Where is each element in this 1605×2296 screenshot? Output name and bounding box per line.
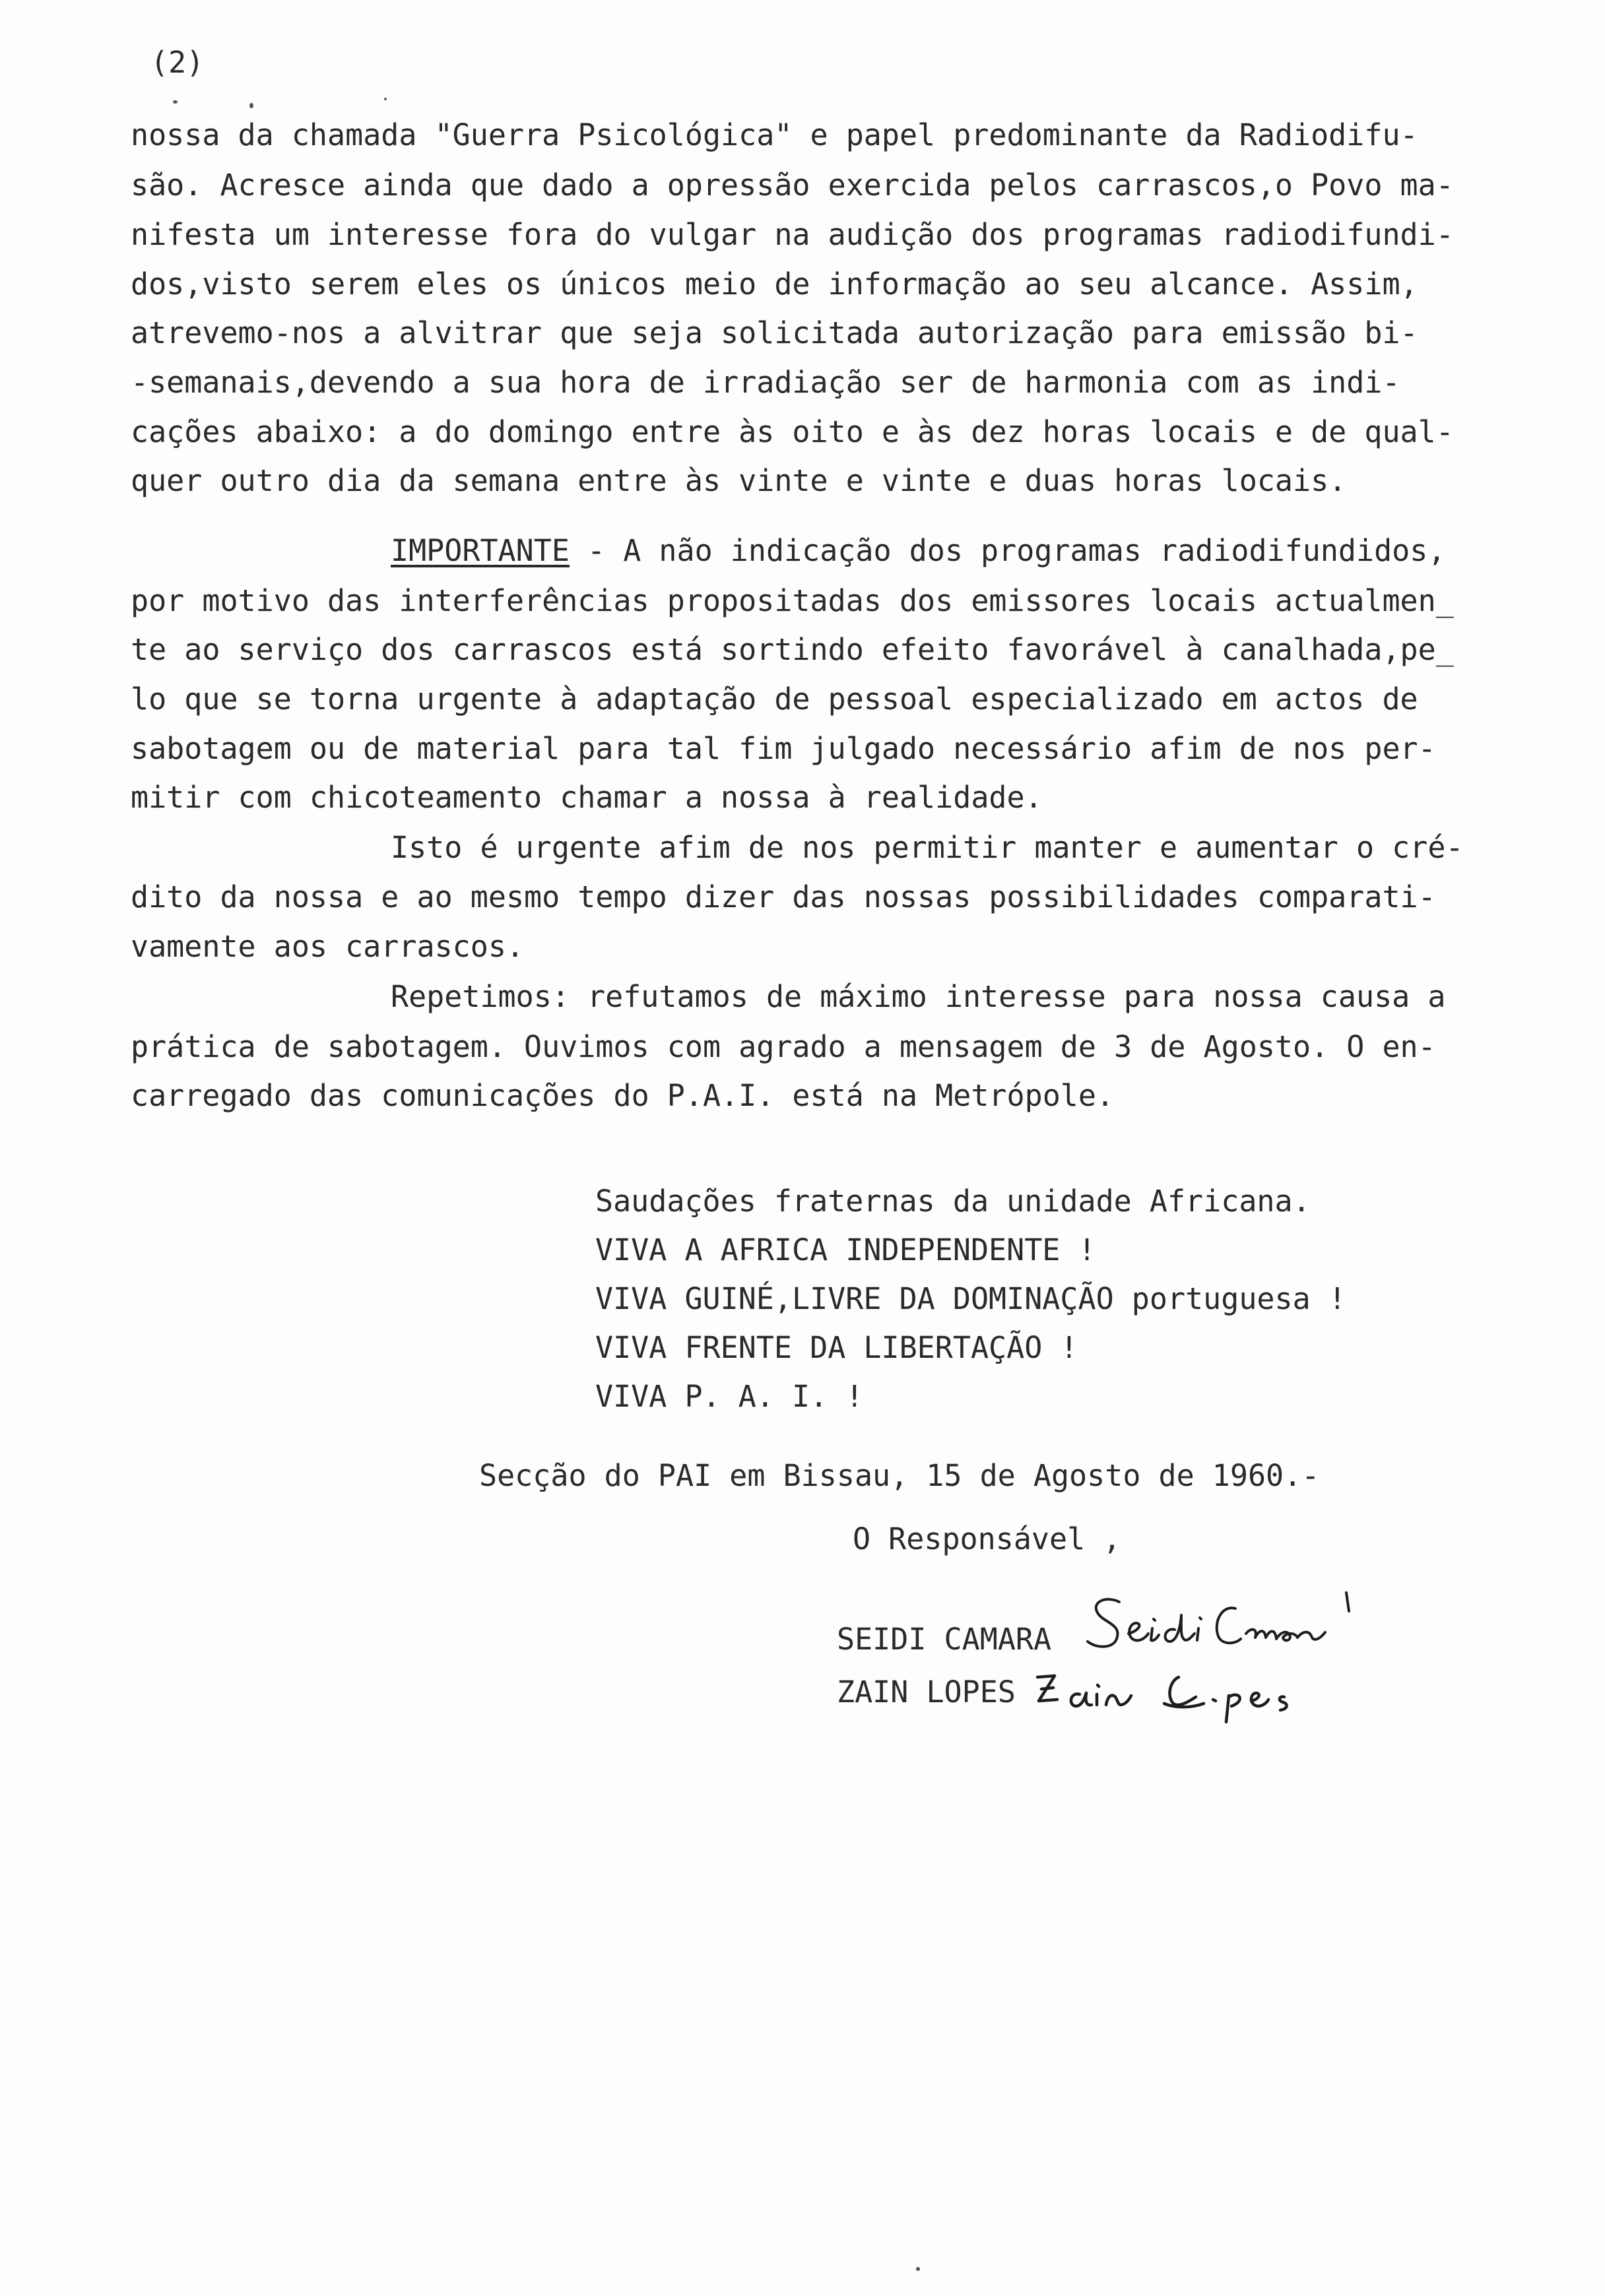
important-line-1: por motivo das interferências propositadas dos emissores locais actualmen_ (131, 583, 1454, 618)
signatory-name-1: SEIDI CAMARA (837, 1622, 1052, 1657)
scan-speck (916, 2267, 920, 2271)
urgent-line-3: vamente aos carrascos. (131, 929, 525, 964)
important-first-line (391, 533, 1446, 568)
body-line-5: atrevemo-nos a alvitrar que seja solicitada autorização para emissão bi- (131, 315, 1418, 350)
scan-speck (384, 98, 387, 100)
repeat-line-3: carregado das comunicações do P.A.I. está na Metrópole. (131, 1078, 1115, 1113)
body-line-4: dos,visto serem eles os únicos meio de informação ao seu alcance. Assim, (131, 267, 1418, 302)
important-line-4: sabotagem ou de material para tal fim julgado necessário afim de nos per- (131, 731, 1436, 766)
body-line-7: cações abaixo: a do domingo entre às oito e às dez horas locais e de qual- (131, 414, 1454, 449)
scan-speck (173, 100, 178, 104)
important-line-5: mitir com chicoteamento chamar a nossa à realidade. (131, 780, 1043, 815)
place-date: Secção do PAI em Bissau, 15 de Agosto de 1960.- (479, 1458, 1320, 1493)
closing-line-2: VIVA A AFRICA INDEPENDENTE ! (595, 1232, 1096, 1267)
closing-line-1: Saudações fraternas da unidade Africana. (595, 1184, 1311, 1219)
closing-line-5: VIVA P. A. I. ! (595, 1379, 864, 1414)
body-line-6: -semanais,devendo a sua hora de irradiação ser de harmonia com as indi- (131, 365, 1400, 400)
signature-zain-lopes (1033, 1653, 1377, 1726)
repeat-line-2: prática de sabotagem. Ouvimos com agrado a mensagem de 3 de Agosto. O en- (131, 1029, 1436, 1064)
body-line-1: nossa da chamada "Guerra Psicológica" e papel predominante da Radiodifu- (131, 117, 1418, 152)
responsible-label: O Responsável , (853, 1521, 1121, 1556)
important-line-2: te ao serviço dos carrascos está sortindo efeito favorável à canalhada,pe_ (131, 632, 1454, 667)
closing-line-3: VIVA GUINÉ,LIVRE DA DOMINAÇÃO portuguesa ! (595, 1281, 1346, 1316)
body-line-3: nifesta um interesse fora do vulgar na audição dos programas radiodifundi- (131, 217, 1454, 252)
urgent-line-1: Isto é urgente afim de nos permitir manter e aumentar o cré- (391, 830, 1464, 865)
important-label: IMPORTANTE (391, 533, 570, 568)
signatory-name-2: ZAIN LOPES (837, 1674, 1016, 1709)
scan-speck (249, 103, 253, 108)
repeat-line-1: Repetimos: refutamos de máximo interesse para nossa causa a (391, 979, 1446, 1014)
urgent-line-2: dito da nossa e ao mesmo tempo dizer das nossas possibilidades comparati- (131, 879, 1436, 914)
important-line-3: lo que se torna urgente à adaptação de pessoal especializado em actos de (131, 682, 1418, 717)
body-line-2: são. Acresce ainda que dado a opressão exercida pelos carrascos,o Povo ma- (131, 168, 1454, 203)
important-first-line-text: - A não indicação dos programas radiodifundidos, (569, 533, 1446, 568)
body-line-8: quer outro dia da semana entre às vinte e vinte e duas horas locais. (131, 463, 1347, 498)
closing-line-4: VIVA FRENTE DA LIBERTAÇÃO ! (595, 1330, 1078, 1365)
page-number: (2) (150, 45, 205, 80)
